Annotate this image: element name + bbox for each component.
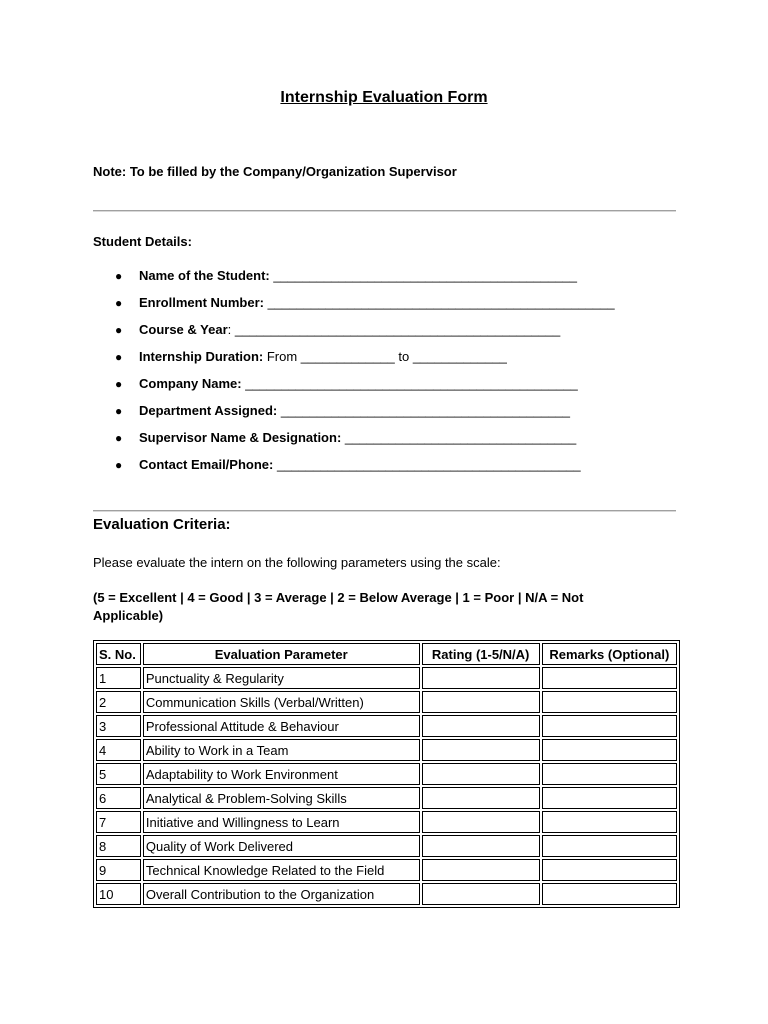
cell-remarks[interactable] [542, 667, 677, 689]
detail-blank-duration[interactable]: From _____________ to _____________ [263, 349, 507, 364]
cell-sno: 2 [96, 691, 141, 713]
bullet-icon: ● [115, 269, 123, 283]
cell-remarks[interactable] [542, 883, 677, 905]
detail-label: Supervisor Name & Designation: [139, 430, 342, 445]
header-sno: S. No. [96, 643, 141, 665]
cell-remarks[interactable] [542, 811, 677, 833]
cell-sno: 1 [96, 667, 141, 689]
table-row [96, 859, 677, 881]
detail-blank-enrollment[interactable]: ________________________________________________ [263, 295, 615, 310]
cell-parameter: Communication Skills (Verbal/Written) [143, 691, 420, 713]
detail-label: Name of the Student: [139, 268, 270, 283]
cell-sno: 4 [96, 739, 141, 761]
bullet-icon: ● [115, 404, 123, 418]
detail-blank-company[interactable]: ______________________________________________ [241, 376, 578, 391]
bullet-icon: ● [115, 431, 123, 445]
evaluation-heading: Evaluation Criteria: [93, 516, 231, 533]
table-row [96, 883, 677, 905]
cell-parameter: Technical Knowledge Related to the Field [143, 859, 420, 881]
form-title: Internship Evaluation Form [280, 89, 488, 106]
cell-rating[interactable] [422, 859, 540, 881]
detail-blank-department[interactable]: ________________________________________ [277, 403, 571, 418]
bullet-icon: ● [115, 296, 123, 310]
table-row [96, 691, 677, 713]
cell-parameter: Ability to Work in a Team [143, 739, 420, 761]
cell-parameter: Overall Contribution to the Organization [143, 883, 420, 905]
cell-rating[interactable] [422, 787, 540, 809]
detail-label: Enrollment Number: [139, 295, 264, 310]
table-row [96, 715, 677, 737]
cell-remarks[interactable] [542, 787, 677, 809]
cell-sno: 3 [96, 715, 141, 737]
bullet-icon: ● [115, 323, 123, 337]
detail-label: Contact Email/Phone: [139, 457, 274, 472]
rating-scale: (5 = Excellent | 4 = Good | 3 = Average | 2 = Below Average | 1 = Poor | N/A = Not Applicable) [93, 590, 584, 623]
cell-parameter: Initiative and Willingness to Learn [143, 811, 420, 833]
cell-sno: 6 [96, 787, 141, 809]
divider [93, 510, 676, 512]
detail-blank-contact[interactable]: __________________________________________ [273, 457, 581, 472]
detail-blank-course[interactable]: : _____________________________________________ [227, 322, 561, 337]
cell-rating[interactable] [422, 739, 540, 761]
header-parameter: Evaluation Parameter [143, 643, 420, 665]
cell-parameter: Adaptability to Work Environment [143, 763, 420, 785]
evaluation-instruction: Please evaluate the intern on the following parameters using the scale: [93, 555, 501, 570]
evaluation-table [93, 640, 680, 908]
cell-rating[interactable] [422, 715, 540, 737]
bullet-icon: ● [115, 350, 123, 364]
student-details-heading: Student Details: [93, 234, 192, 249]
divider [93, 210, 676, 212]
cell-parameter: Professional Attitude & Behaviour [143, 715, 420, 737]
cell-remarks[interactable] [542, 835, 677, 857]
header-remarks: Remarks (Optional) [542, 643, 677, 665]
detail-blank-supervisor[interactable]: ________________________________ [341, 430, 577, 445]
cell-remarks[interactable] [542, 763, 677, 785]
cell-rating[interactable] [422, 835, 540, 857]
cell-parameter: Quality of Work Delivered [143, 835, 420, 857]
cell-rating[interactable] [422, 691, 540, 713]
cell-remarks[interactable] [542, 859, 677, 881]
table-row [96, 787, 677, 809]
cell-sno: 8 [96, 835, 141, 857]
detail-blank-student-name[interactable]: __________________________________________ [269, 268, 578, 283]
table-row [96, 763, 677, 785]
cell-rating[interactable] [422, 811, 540, 833]
cell-rating[interactable] [422, 883, 540, 905]
cell-rating[interactable] [422, 763, 540, 785]
cell-rating[interactable] [422, 667, 540, 689]
cell-sno: 9 [96, 859, 141, 881]
bullet-icon: ● [115, 377, 123, 391]
detail-label: Internship Duration: [139, 349, 264, 364]
cell-remarks[interactable] [542, 715, 677, 737]
table-header-row [96, 643, 677, 665]
table-row [96, 667, 677, 689]
table-row [96, 739, 677, 761]
cell-parameter: Punctuality & Regularity [143, 667, 420, 689]
cell-remarks[interactable] [542, 691, 677, 713]
header-rating: Rating (1-5/N/A) [422, 643, 540, 665]
detail-label: Company Name: [139, 376, 242, 391]
cell-parameter: Analytical & Problem-Solving Skills [143, 787, 420, 809]
supervisor-note: Note: To be filled by the Company/Organization Supervisor [93, 164, 457, 179]
bullet-icon: ● [115, 458, 123, 472]
table-row [96, 835, 677, 857]
detail-label: Course & Year [139, 322, 228, 337]
cell-sno: 5 [96, 763, 141, 785]
cell-remarks[interactable] [542, 739, 677, 761]
cell-sno: 10 [96, 883, 141, 905]
table-row [96, 811, 677, 833]
cell-sno: 7 [96, 811, 141, 833]
detail-label: Department Assigned: [139, 403, 278, 418]
